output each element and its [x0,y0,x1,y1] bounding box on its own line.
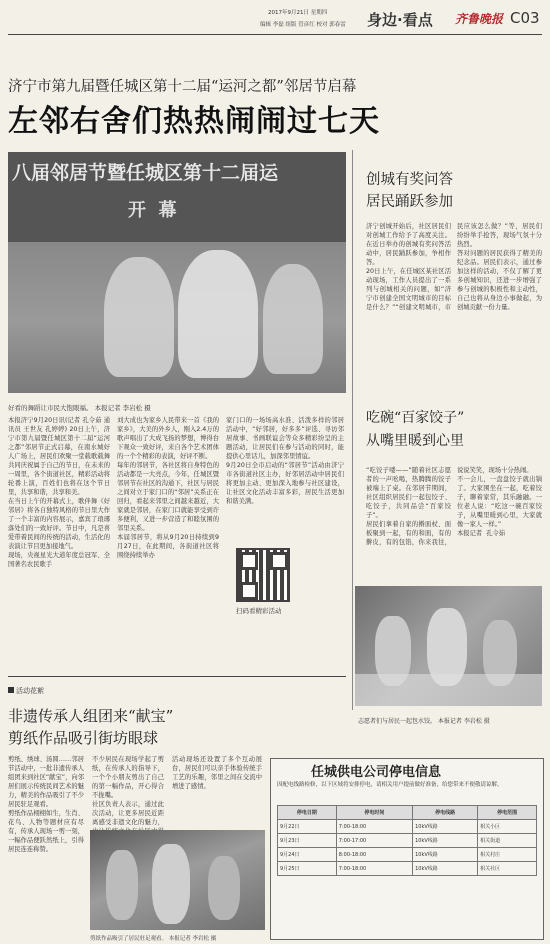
lead-kicker: 济宁市第九届暨任城区第十二届“运河之都”邻居节启幕 [8,79,357,95]
power-intro: 因配电线路检修，以下区域将安排停电，请相关用户提前做好准备，给您带来不便敬请谅解。 [277,782,503,788]
column-divider [352,150,353,710]
power-cell: 相关小区 [478,820,537,834]
side1-body: 济宁创城开始后，社区居民们对创城工作给予了高度关注。在近日举办的创城有奖问答活动中，居民踊跃参加，争相作答。 20日上午，在任城区某社区活动现场，工作人员提出了一系列与创城相关的问题，如“济宁市创建全国文明城市的目标是什么？”“创建文明城市，市民应该怎么做？”等，居民们纷纷举手抢答，现场气氛十分热烈。 答对问题的居民获得了精美的纪念品。居民们表示，通过参加这样的活动，不仅了解了更多创城知识，还进一步增强了参与创城的积极性和主动性，自己也将从身边小事做起，为创城贡献一份力量。 [366,223,542,311]
power-cell: 7:00-18:00 [336,820,412,834]
power-cell: 8:00-18:00 [336,848,412,862]
power-table-row [278,848,537,862]
power-cell: 10kV线路 [413,862,478,876]
power-cell: 9月23日 [278,834,337,848]
header-rule [8,34,542,35]
page-header [0,0,550,38]
side2-photo [355,586,542,706]
side2-headline-2: 从嘴里暖到心里 [366,433,464,449]
power-table-row [278,820,537,834]
lead-body-col2: 刘大成也为家乡人民带来一首《我的家乡》，大美的外乡人，刚入2.4万的歌声唱出了大成飞扬的梦想，博得台下观众一致好评，来自各个艺术团体的一个个精彩的表演，好评不断。 每年的邻居节，各社区将自身特色的活动都是一大亮点，今年，任城区暨邻居节在社区的沟通下，社区与居民之间对立于家门口的“邻居”关系正在回归，看起来邻里之间越来越近，大家就是邻居，在家门口就能享受到许多便利，又进一步营造了和睦氛围的邻里关系。 本届邻居节，将从9月20日持续到9月27日，在此期间，各街道社区将围绕持续举办 [117,417,219,559]
header-date: 2017年9月21日 星期四 [268,10,328,16]
side1-headline-1: 创城有奖问答 [366,172,453,188]
banner-text: 八届邻居节暨任城区第十二届运 [12,162,279,184]
page-number: C03 [510,9,540,27]
lead-body-col1: 本报济宁9月20日讯(记者 孔令茹 通讯员 王世友 孔婷婷) 20日上午，济宁市第九届暨任城区第十二届“运河之都”邻居节正式启幕，在南水城好人广场上，居民们欢聚一堂载歌载舞共同庆祝属于自己的节日，在未来的一周里，各个街道社区，精彩活动将轮番上演，百姓们也将在这个节日里，共享和谐，共享和美。 在当日上午的开幕式上，歌伴舞《好邻居》将各自独特风格的节日里大作了一个丰富的内容展示，嘉宾了琅琊落处们的一致好评。节日中，凡是喜爱带着民间的传统的活动，生活化的表演让节目更加接地气。 现场，央视星光大道年度总冠军、全国著名农民歌手 [8,417,110,568]
banner-subtext: 开 幕 [128,200,177,221]
section-title: 身边·看点 [367,11,433,29]
lead-body-col3: 家门口的一场场高水准、活泼多样的邻居活动中，“好邻居，好多多”评选、寻访邻居故事、书画联谊会等众多精彩纷呈的主题活动，让居民们在参与活动的同时，能提供心里话儿，加深邻里情谊。 9月20日全市启动的“邻居节”活动由济宁市各街道社区主办，好邻居活动中居民们将更加主动、更加深入地参与社区建设，让社区文化活动丰富多彩，居民生活更加和谐美满。 [226,417,344,505]
qr-caption: 扫码看精彩活动 [236,607,282,615]
header-editors: 编辑 李磊 组版 管彦红 校对 郭春雷 [260,22,346,28]
tag-square-icon [8,687,14,693]
side1-headline-2: 居民踊跃参加 [366,194,453,210]
dancer-figure [263,264,323,374]
lower-headline-1: 非遗传承人组团来“献宝” [8,707,174,725]
lower-body-col3: 活动现场还设置了多个互动展台，居民们可以亲手体验传统手工艺的乐趣，邻里之间在交流中增进了感情。 [172,756,262,790]
power-table-header: 停电时间 [336,806,412,820]
power-notice [270,758,544,940]
dancer-figure [178,250,258,378]
power-title: 任城供电公司停电信息 [311,765,442,780]
power-cell: 10kV线路 [413,834,478,848]
power-cell: 9月25日 [278,862,337,876]
power-cell: 9月24日 [278,848,337,862]
dancer-figure [104,257,174,377]
power-table-header: 停电线路 [413,806,478,820]
power-table-row [278,834,537,848]
power-table-wrap [277,805,537,876]
side2-body: “吃饺子喽——”随着社区志愿者的一声吆喝，热腾腾的饺子被端上了桌。在邻居节期间，社区组织居民们一起包饺子、吃饺子，共同品尝“百家饺子”。 居民们拿着自家的擀面杖、面板聚到一起，有的和面，有的擀皮，有的包馅，你来我往，说说笑笑，现场十分热闹。 不一会儿，一盘盘饺子就出锅了。大家围坐在一起，吃着饺子，聊着家常，其乐融融。一位老人说：“吃这一碗百家饺子，从嘴里暖到心里，大家就像一家人一样。” 本报记者 孔令茹 [366,467,542,546]
lower-photo-caption: 剪纸作品吸引了居民驻足观看。 本报记者 李岩松 摄 [90,936,217,942]
lead-headline: 左邻右舍们热热闹闹过七天 [8,104,380,139]
lower-photo [90,830,265,930]
power-table-header: 停电日期 [278,806,337,820]
power-cell: 相关村庄 [478,848,537,862]
power-table [277,805,537,876]
power-table-row [278,862,537,876]
qr-code[interactable] [236,548,290,602]
power-cell: 7:00-18:00 [336,862,412,876]
lower-body-col1: 剪纸、绣球、汤圆……邻居节活动中，一批非遗传承人组团来到社区“献宝”，向邻居们展示传统民间艺术的魅力，精美的作品吸引了不少居民驻足观看。 剪纸作品栩栩如生，生肖、花鸟、人物等题材应有尽有，传承人现场一剪一刻，一幅作品便跃然纸上，引得居民连连称赞。 [8,756,84,853]
lead-photo [8,152,346,393]
power-table-header-row [278,806,537,820]
side2-headline-1: 吃碗“百家饺子” [366,410,465,426]
lower-tag [8,686,44,696]
power-cell: 相关社区 [478,862,537,876]
lower-headline-2: 剪纸作品吸引街坊眼球 [8,729,159,747]
lower-body-col2: 不少居民在现场学起了剪纸，在传承人的指导下，一个个小朋友剪出了自己的第一幅作品，开心得合不拢嘴。 社区负责人表示，通过此次活动，让更多居民近距离感受非遗文化的魅力， [92,756,164,826]
lead-photo-caption: 好看的舞蹈让市民大饱眼福。 本报记者 李岩松 摄 [8,404,151,412]
newspaper-logo: 齐鲁晚报 [455,12,504,26]
power-cell: 10kV线路 [413,820,478,834]
banner [8,152,346,242]
lower-rule [8,676,346,677]
lower-tag-label: 活动花絮 [16,687,44,695]
power-cell: 7:00-17:00 [336,834,412,848]
power-table-header: 停电范围 [478,806,537,820]
power-cell: 相关街道 [478,834,537,848]
power-cell: 10kV线路 [413,848,478,862]
power-cell: 9月22日 [278,820,337,834]
side2-photo-caption: 志愿者们与居民一起包水饺。 本报记者 李岩松 摄 [358,718,490,725]
